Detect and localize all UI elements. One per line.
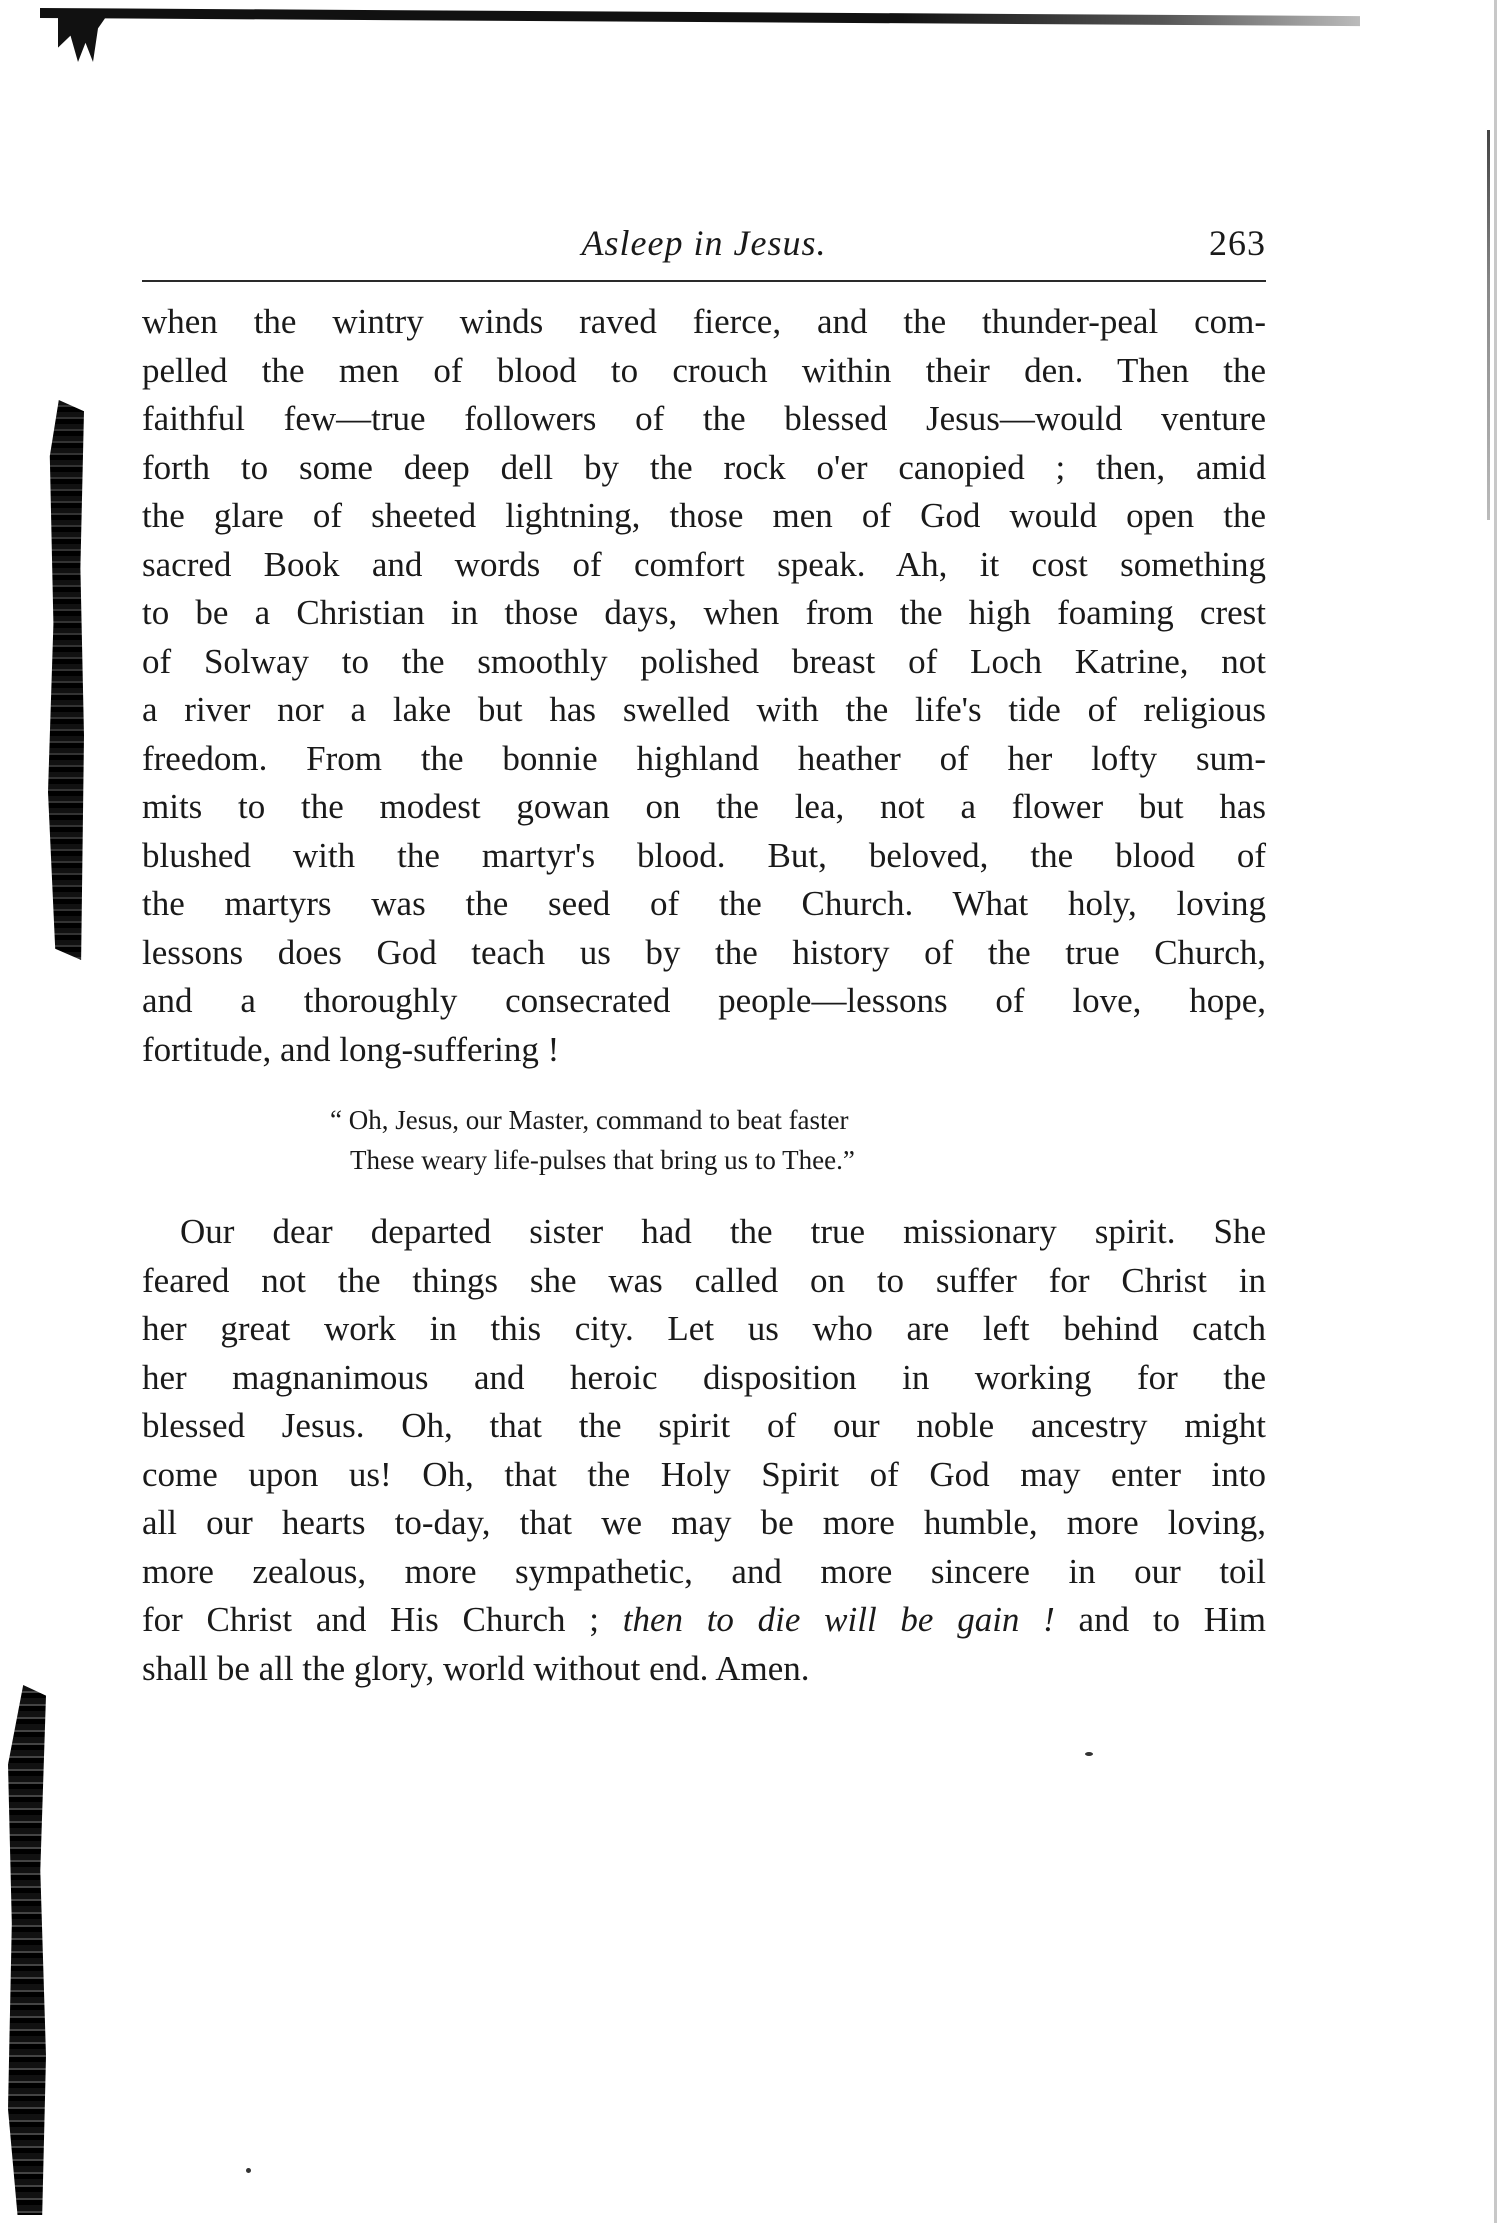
text-line: come upon us! Oh, that the Holy Spirit of God may enter into (142, 1454, 1266, 1494)
text-line: when the wintry winds raved fierce, and the thunder-peal com- (142, 302, 1266, 341)
text-line: the glare of sheeted lightning, those men of God would open the (142, 496, 1266, 535)
text-line: freedom. From the bonnie highland heather of her lofty sum- (142, 738, 1266, 778)
text-line: mits to the modest gowan on the lea, not a flower but has (142, 787, 1266, 826)
text-line: blessed Jesus. Oh, that the spirit of our noble ancestry might (142, 1406, 1266, 1445)
text-segment: and to Him (1054, 1600, 1267, 1639)
paragraph-1 (142, 298, 1266, 1074)
text-line: fortitude, and long-suffering ! (142, 1029, 560, 1069)
text-line: all our hearts to-day, that we may be more humble, more loving, (142, 1503, 1266, 1542)
scan-left-binding-mark (48, 400, 84, 960)
text-line: and a thoroughly consecrated people—lessons of love, hope, (142, 981, 1266, 1020)
scan-left-binding-mark-lower (8, 1685, 46, 2215)
text-line: forth to some deep dell by the rock o'er canopied ; then, amid (142, 447, 1266, 487)
text-line: feared not the things she was called on to suffer for Christ in (142, 1260, 1266, 1300)
text-segment: for Christ and His Church ; (142, 1600, 623, 1639)
italic-phrase: then to die will be gain ! (622, 1600, 1055, 1639)
scan-speck (246, 2168, 251, 2173)
text-line: blushed with the martyr's blood. But, beloved, the blood of (142, 835, 1266, 875)
text-line: more zealous, more sympathetic, and more sincere in our toil (142, 1551, 1266, 1591)
text-line: her magnanimous and heroic disposition in working for the (142, 1357, 1266, 1397)
text-line: lessons does God teach us by the history of the true Church, (142, 932, 1266, 972)
text-line: her great work in this city. Let us who are left behind catch (142, 1309, 1266, 1348)
text-line: of Solway to the smoothly polished breast of Loch Katrine, not (142, 641, 1266, 681)
scan-top-edge (40, 8, 1360, 26)
scan-right-mark (1487, 130, 1490, 520)
header-rule (142, 280, 1266, 282)
text-line: faithful few—true followers of the blessed Jesus—would venture (142, 399, 1266, 438)
page-number: 263 (1209, 223, 1266, 263)
text-line-with-emphasis (142, 1596, 1266, 1645)
text-line: Our dear departed sister had the true missionary spirit. She (180, 1212, 1266, 1251)
text-line: a river nor a lake but has swelled with the life's tide of religious (142, 690, 1266, 729)
verse-line-1: “ Oh, Jesus, our Master, command to beat faster (330, 1105, 849, 1135)
scan-ink-blot (58, 14, 108, 62)
text-line: pelled the men of blood to crouch within their den. Then the (142, 350, 1266, 390)
scan-speck (1085, 1752, 1093, 1756)
text-line: sacred Book and words of comfort speak. Ah, it cost something (142, 544, 1266, 584)
closing-line: shall be all the glory, world without end. Amen. (142, 1648, 810, 1688)
text-line: the martyrs was the seed of the Church. What holy, loving (142, 884, 1266, 923)
running-title: Asleep in Jesus. (581, 223, 827, 263)
verse-line-2: These weary life-pulses that bring us to Thee.” (350, 1145, 855, 1175)
page-body (142, 298, 1266, 1693)
running-header (142, 222, 1266, 272)
text-line: to be a Christian in those days, when from the high foaming crest (142, 593, 1266, 632)
verse-quotation (142, 1100, 1266, 1180)
paragraph-2 (142, 1208, 1266, 1693)
